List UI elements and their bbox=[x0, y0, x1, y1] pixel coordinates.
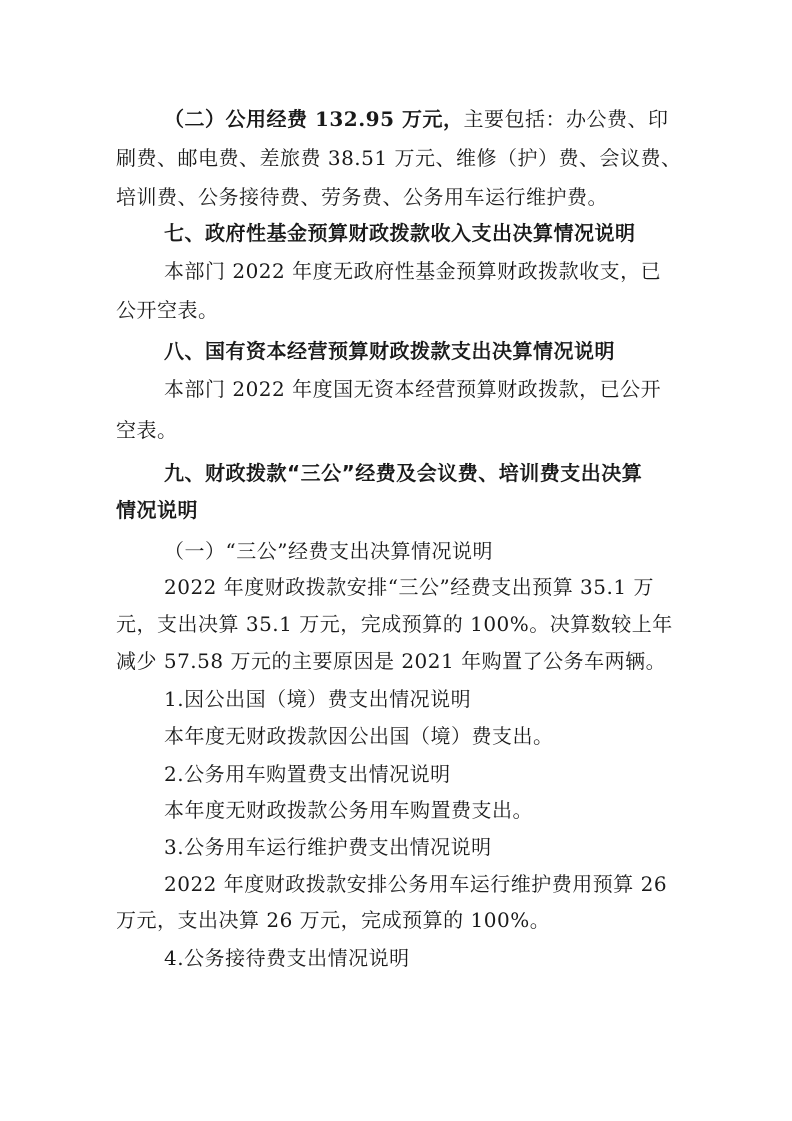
section8-line-2: 空表。 bbox=[116, 418, 178, 442]
section8-heading: 八、国有资本经营预算财政拨款支出决算情况说明 bbox=[164, 339, 615, 363]
item3-para-2: 万元，支出决算 26 万元，完成预算的 100%。 bbox=[116, 908, 551, 932]
section9-heading-line-1: 九、财政拨款“三公”经费及会议费、培训费支出决算 bbox=[164, 461, 643, 485]
item2-title: 2.公务用车购置费支出情况说明 bbox=[164, 762, 451, 786]
item3-title: 3.公务用车运行维护费支出情况说明 bbox=[164, 835, 492, 859]
public-funds-intro: 主要包括：办公费、印 bbox=[463, 107, 669, 131]
section7-line-1: 本部门 2022 年度无政府性基金预算财政拨款收支，已 bbox=[164, 259, 662, 283]
three-public-para-1: 2022 年度财政拨款安排“三公”经费支出预算 35.1 万 bbox=[164, 575, 654, 599]
public-funds-line-2: 刷费、邮电费、差旅费 38.51 万元、维修（护）费、会议费、 bbox=[116, 146, 682, 170]
public-funds-line-1 bbox=[164, 107, 668, 131]
section7-heading: 七、政府性基金预算财政拨款收入支出决算情况说明 bbox=[164, 221, 636, 245]
section9-heading-line-2: 情况说明 bbox=[116, 498, 198, 522]
item1-title: 1.因公出国（境）费支出情况说明 bbox=[164, 687, 472, 711]
item4-title: 4.公务接待费支出情况说明 bbox=[164, 946, 410, 970]
three-public-para-3: 减少 57.58 万元的主要原因是 2021 年购置了公务车两辆。 bbox=[116, 649, 667, 673]
public-funds-amount: （二）公用经费 132.95 万元， bbox=[164, 107, 464, 131]
item2-text: 本年度无财政拨款公务用车购置费支出。 bbox=[164, 798, 533, 822]
section7-line-2: 公开空表。 bbox=[116, 298, 219, 322]
three-public-para-2: 元，支出决算 35.1 万元，完成预算的 100%。决算数较上年 bbox=[116, 612, 673, 636]
section8-line-1: 本部门 2022 年度国无资本经营预算财政拨款，已公开 bbox=[164, 377, 662, 401]
public-funds-line-3: 培训费、公务接待费、劳务费、公务用车运行维护费。 bbox=[116, 185, 608, 209]
item3-para-1: 2022 年度财政拨款安排公务用车运行维护费用预算 26 bbox=[164, 872, 668, 896]
item1-text: 本年度无财政拨款因公出国（境）费支出。 bbox=[164, 724, 554, 748]
three-public-title: （一）“三公”经费支出决算情况说明 bbox=[164, 539, 493, 563]
